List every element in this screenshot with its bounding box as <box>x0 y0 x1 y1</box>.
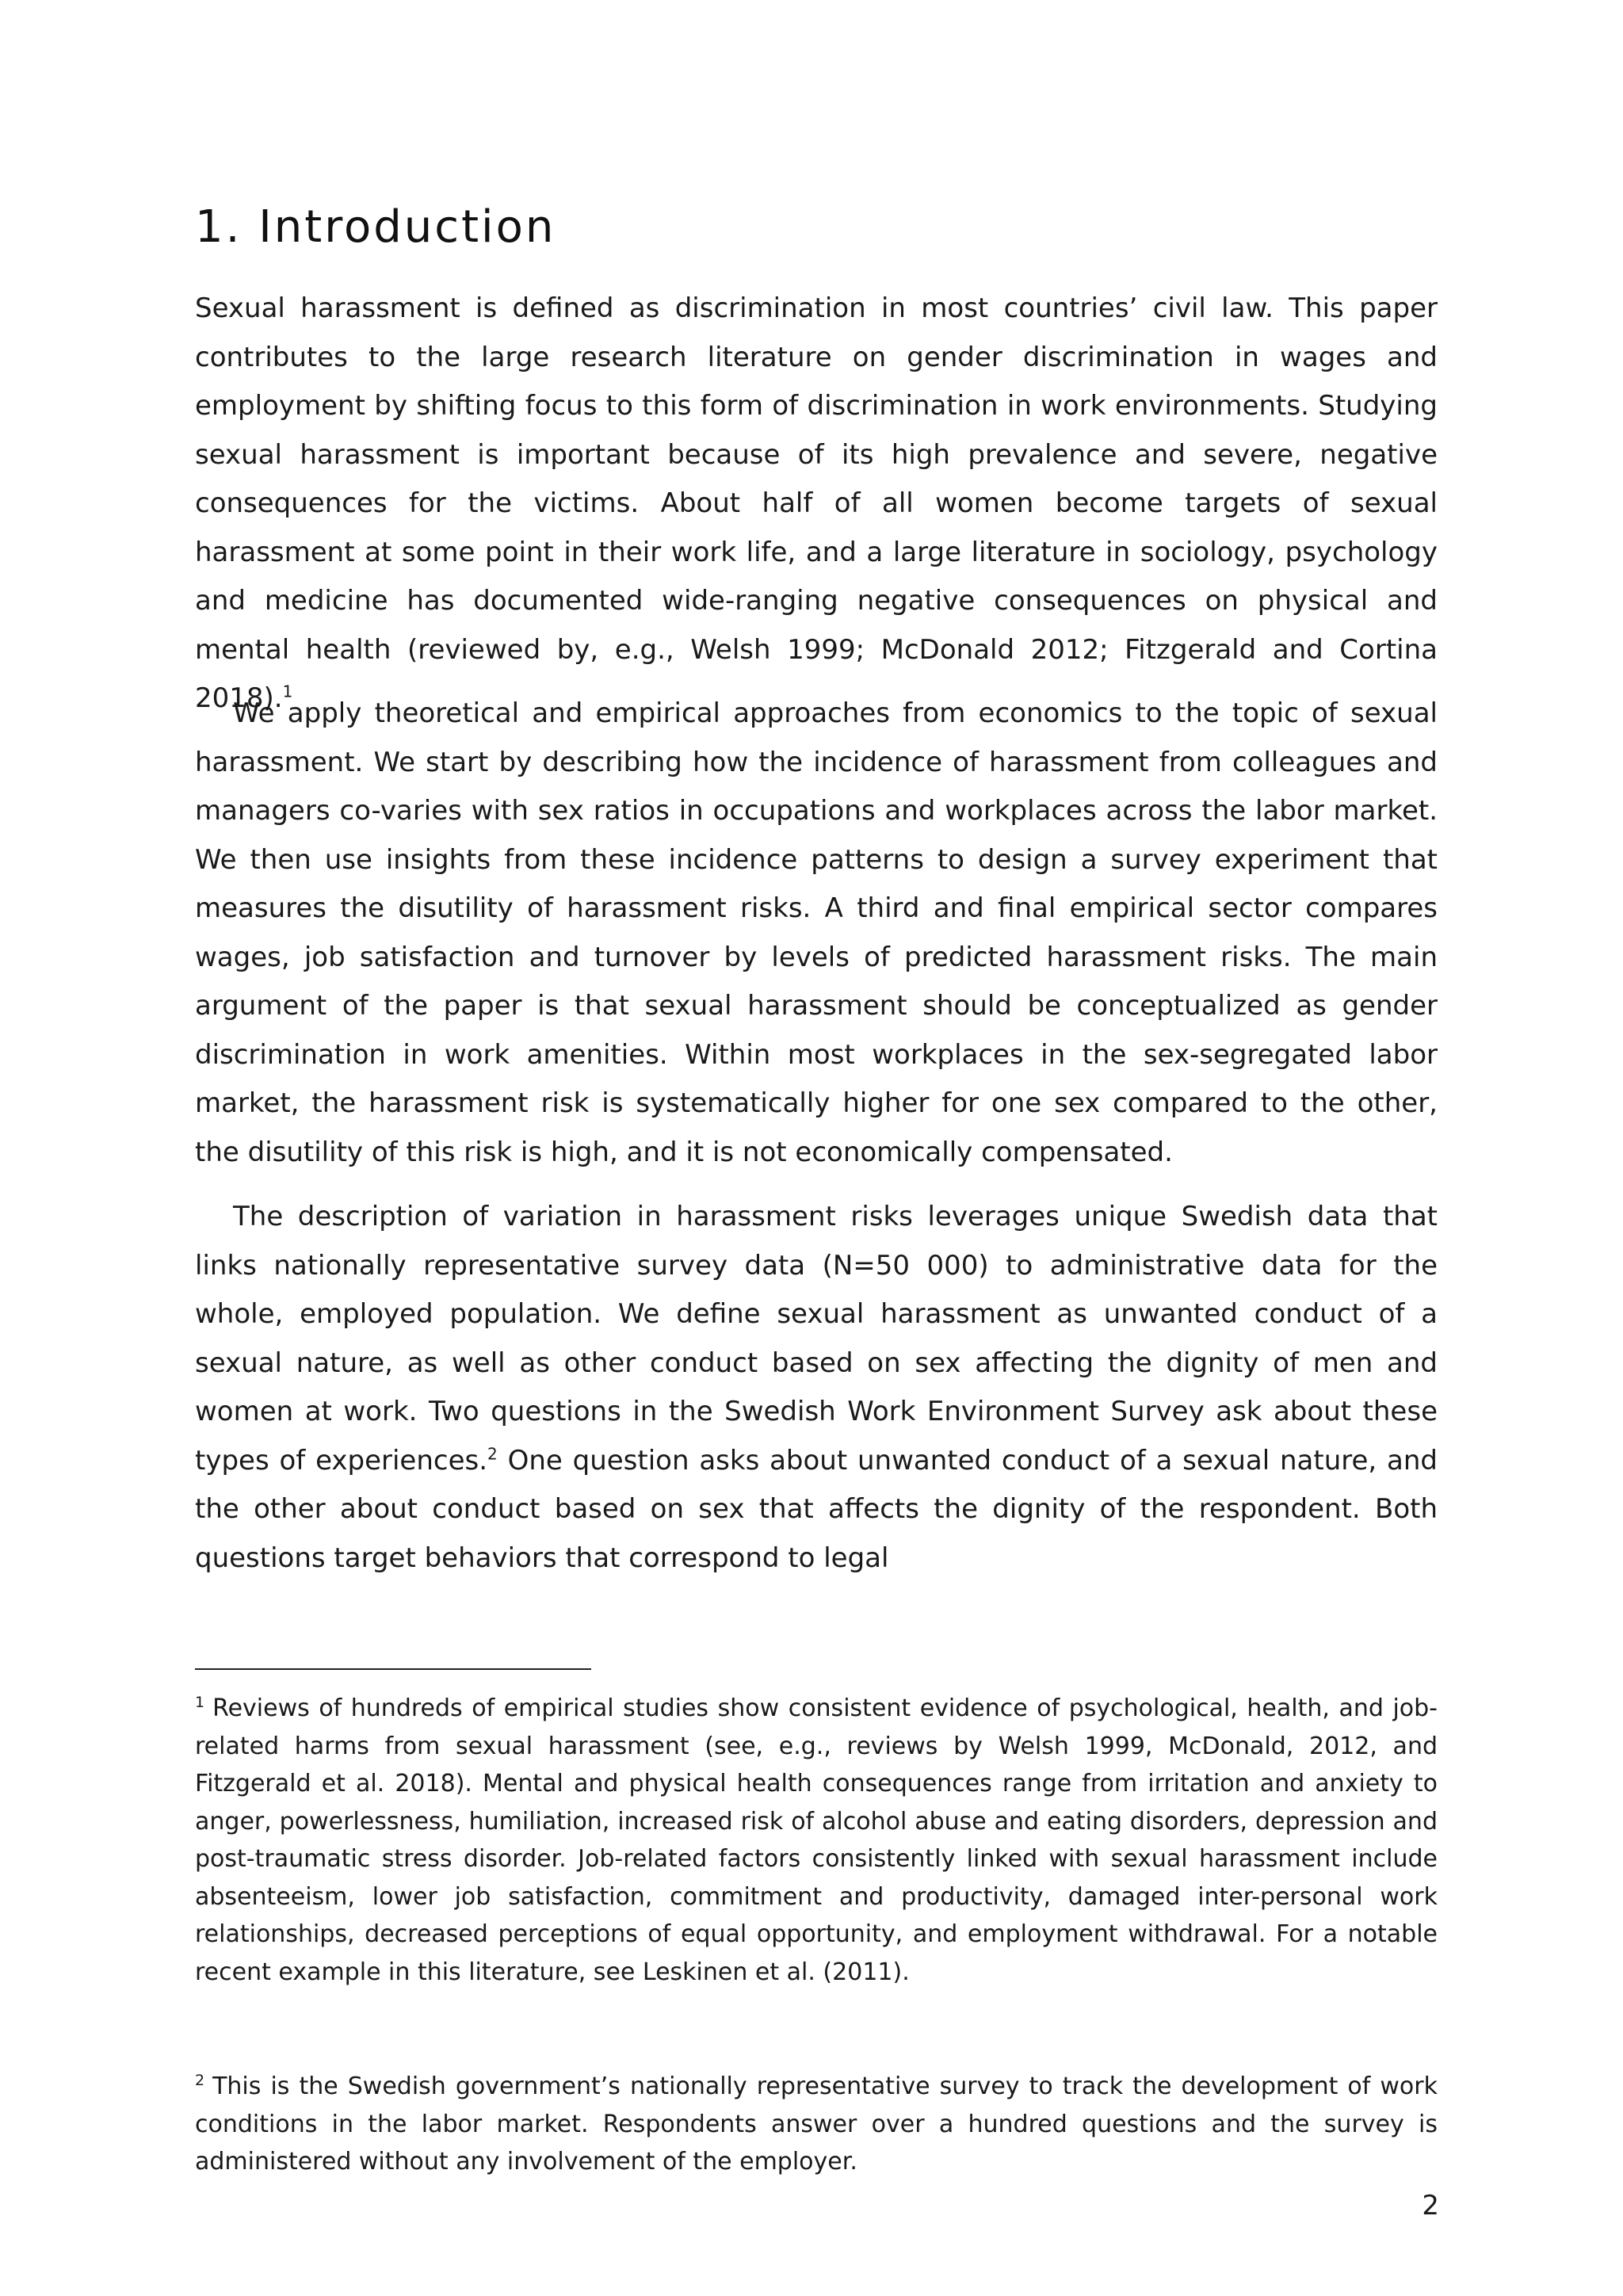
paragraph-2 <box>195 690 1438 1177</box>
footnote-1 <box>195 1690 1438 1991</box>
footnote-ref-2[interactable]: 2 <box>487 1444 498 1464</box>
paragraph-1-text: Sexual harassment is defined as discrimination in most countries’ civil law. This paper contributes to the large research literature on gender discrimination in wages and employment by shifting focus to this form of discrimination in work environments. Studying sexual harassment is important because of its high prevalence and severe, negative consequences for the victims. About half of all women become targets of sexual harassment at some point in their work life, and a large literature in sociology, psychology and medicine has documented wide-ranging negative consequences on physical and mental health (reviewed by, e.g., Welsh 1999; McDonald 2012; Fitzgerald and Cortina 2018). <box>195 292 1438 714</box>
paragraph-3-text-before: The description of variation in harassment risks leverages unique Swedish data that links nationally representative survey data (N=50 000) to administrative data for the whole, employed population. We define sexual harassment as unwanted conduct of a sexual nature, as well as other conduct based on sex affecting the dignity of men and women at work. Two questions in the Swedish Work Environment Survey ask about these types of experiences. <box>195 1201 1438 1477</box>
footnote-1-mark: 1 <box>195 1694 205 1711</box>
footnote-1-text: Reviews of hundreds of empirical studies show consistent evidence of psychological, health, and job-related harms from sexual harassment (see, e.g., reviews by Welsh 1999, McDonald, 2012, and Fitzgerald et al. 2018). Mental and physical health consequences range from irritation and anxiety to anger, powerlessness, humiliation, increased risk of alcohol abuse and eating disorders, depression and post-traumatic stress disorder. Job-related factors consistently linked with sexual harassment include absenteeism, lower job satisfaction, commitment and productivity, damaged inter-personal work relationships, decreased perceptions of equal opportunity, and employment withdrawal. For a notable recent example in this literature, see Leskinen et al. (2011). <box>195 1694 1438 1986</box>
paragraph-2-text: We apply theoretical and empirical approaches from economics to the topic of sexual harassment. We start by describing how the incidence of harassment from colleagues and managers co-varies with sex ratios in occupations and workplaces across the labor market. We then use insights from these incidence patterns to design a survey experiment that measures the disutility of harassment risks. A third and final empirical sector compares wages, job satisfaction and turnover by levels of predicted harassment risks. The main argument of the paper is that sexual harassment should be conceptualized as gender discrimination in work amenities. Within most workplaces in the sex-segregated labor market, the harassment risk is systematically higher for one sex compared to the other, the disutility of this risk is high, and it is not economically compensated. <box>195 697 1438 1168</box>
footnote-separator <box>195 1668 591 1670</box>
footnote-ref-1[interactable]: 1 <box>282 682 293 701</box>
page-number: 2 <box>1422 2190 1439 2222</box>
footnote-2-text: This is the Swedish government’s nationally representative survey to track the development of work conditions in the labor market. Respondents answer over a hundred questions and the survey is administered without any involvement of the employer. <box>195 2073 1438 2176</box>
footnote-2 <box>195 2068 1438 2181</box>
paragraph-1 <box>195 285 1438 724</box>
footnote-2-mark: 2 <box>195 2072 205 2089</box>
section-heading: 1. Introduction <box>195 201 556 253</box>
paragraph-3 <box>195 1193 1438 1583</box>
paragraph-3-text-after: One question asks about unwanted conduct of a sexual nature, and the other about conduct based on sex that affects the dignity of the respondent. Both questions target behaviors that correspond to legal <box>195 1444 1438 1574</box>
